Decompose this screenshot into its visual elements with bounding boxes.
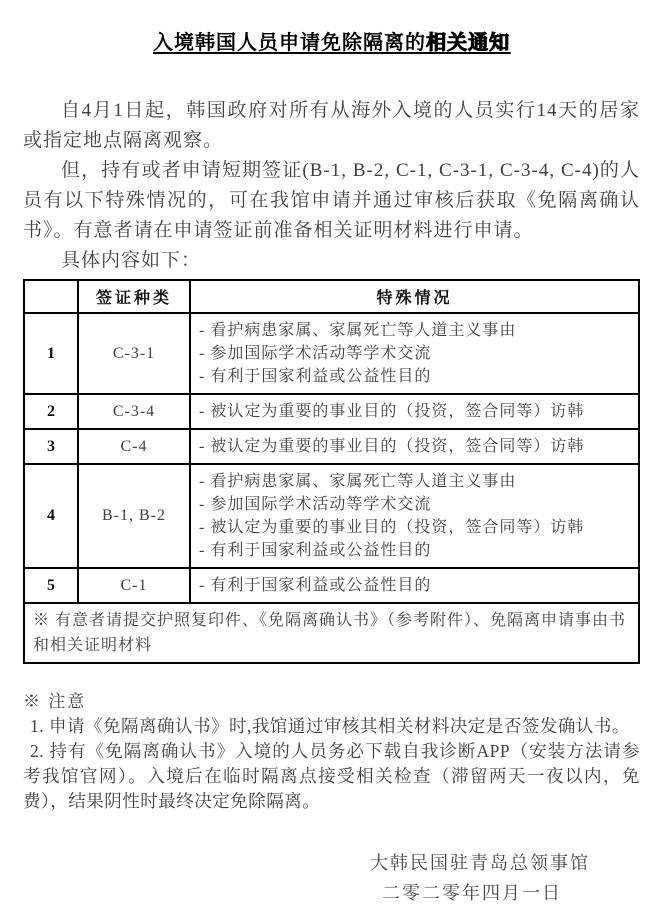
condition-item: - 看护病患家属、家属死亡等人道主义事由	[199, 473, 517, 490]
row-conditions	[190, 464, 639, 568]
header-special-circumstances: 特殊情况	[190, 280, 639, 313]
row-number: 4	[24, 464, 78, 568]
condition-item: - 有利于国家利益或公益性目的	[199, 368, 432, 385]
row-number: 1	[24, 313, 78, 394]
note-item-1: 1. 申请《免隔离确认书》时,我馆通过审核其相关材料决定是否签发确认书。	[30, 716, 630, 736]
condition-item: - 被认定为重要的事业目的（投资，签合同等）访韩	[199, 438, 585, 455]
signature-date: 二零二零年四月一日	[382, 883, 562, 903]
intro-paragraph-1: 自4月1日起，韩国政府对所有从海外入境的人员实行14天的居家或指定地点隔离观察。	[23, 100, 640, 151]
table-row	[24, 313, 639, 394]
condition-item: - 看护病患家属、家属死亡等人道主义事由	[199, 322, 517, 339]
title-main-text: 入境韩国人员申请免除隔离的	[153, 32, 426, 54]
intro-section	[23, 96, 640, 276]
row-number: 3	[24, 429, 78, 464]
signature-organization: 大韩民国驻青岛总领事馆	[370, 853, 590, 873]
visa-table-body	[24, 313, 639, 603]
table-row	[24, 394, 639, 429]
condition-item: - 参加国际学术活动等学术交流	[199, 496, 432, 513]
condition-item: - 被认定为重要的事业目的（投资，签合同等）访韩	[199, 403, 585, 420]
table-footnote: ※ 有意者请提交护照复印件、《免隔离确认书》（参考附件）、免隔离申请事由书和相关证明材料	[24, 603, 639, 663]
page-title	[23, 30, 640, 56]
header-number-cell	[24, 280, 78, 313]
row-visa-type: C-4	[78, 429, 190, 464]
table-row	[24, 568, 639, 603]
row-visa-type: B-1, B-2	[78, 464, 190, 568]
row-visa-type: C-3-4	[78, 394, 190, 429]
table-footnote-row	[24, 603, 639, 663]
visa-table-foot	[24, 603, 639, 663]
row-number: 2	[24, 394, 78, 429]
condition-item: - 有利于国家利益或公益性目的	[199, 542, 432, 559]
notes-section	[23, 690, 640, 814]
table-row	[24, 429, 639, 464]
row-conditions	[190, 429, 639, 464]
row-number: 5	[24, 568, 78, 603]
visa-table-head	[24, 280, 639, 313]
table-header-row	[24, 280, 639, 313]
condition-item: - 被认定为重要的事业目的（投资，签合同等）访韩	[199, 519, 585, 536]
row-visa-type: C-3-1	[78, 313, 190, 394]
visa-table	[23, 279, 640, 664]
condition-item: - 参加国际学术活动等学术交流	[199, 345, 432, 362]
row-conditions	[190, 568, 639, 603]
signature-block	[23, 848, 640, 908]
intro-paragraph-3: 具体内容如下：	[61, 250, 202, 271]
notes-heading: ※ 注意	[23, 692, 87, 711]
row-conditions	[190, 313, 639, 394]
header-visa-type: 签证种类	[78, 280, 190, 313]
intro-paragraph-2: 但，持有或者申请短期签证(B-1, B-2, C-1, C-3-1, C-3-4, C-4)的人员有以下特殊情况的，可在我馆申请并通过审核后获取《免隔离确认书》。有意者请在申请签证前准备相关证明材料进行申请。	[23, 160, 640, 241]
table-row	[24, 464, 639, 568]
note-item-2: 2. 持有《免隔离确认书》入境的人员务必下载自我诊断APP（安装方法请参考我馆官网）。入境后在临时隔离点接受相关检查（滞留两天一夜以内，免费），结果阴性时最终决定免除隔离。	[23, 741, 640, 811]
title-emphasis-text: 相关通知	[426, 32, 510, 54]
row-conditions	[190, 394, 639, 429]
row-visa-type: C-1	[78, 568, 190, 603]
condition-item: - 有利于国家利益或公益性目的	[199, 577, 432, 594]
